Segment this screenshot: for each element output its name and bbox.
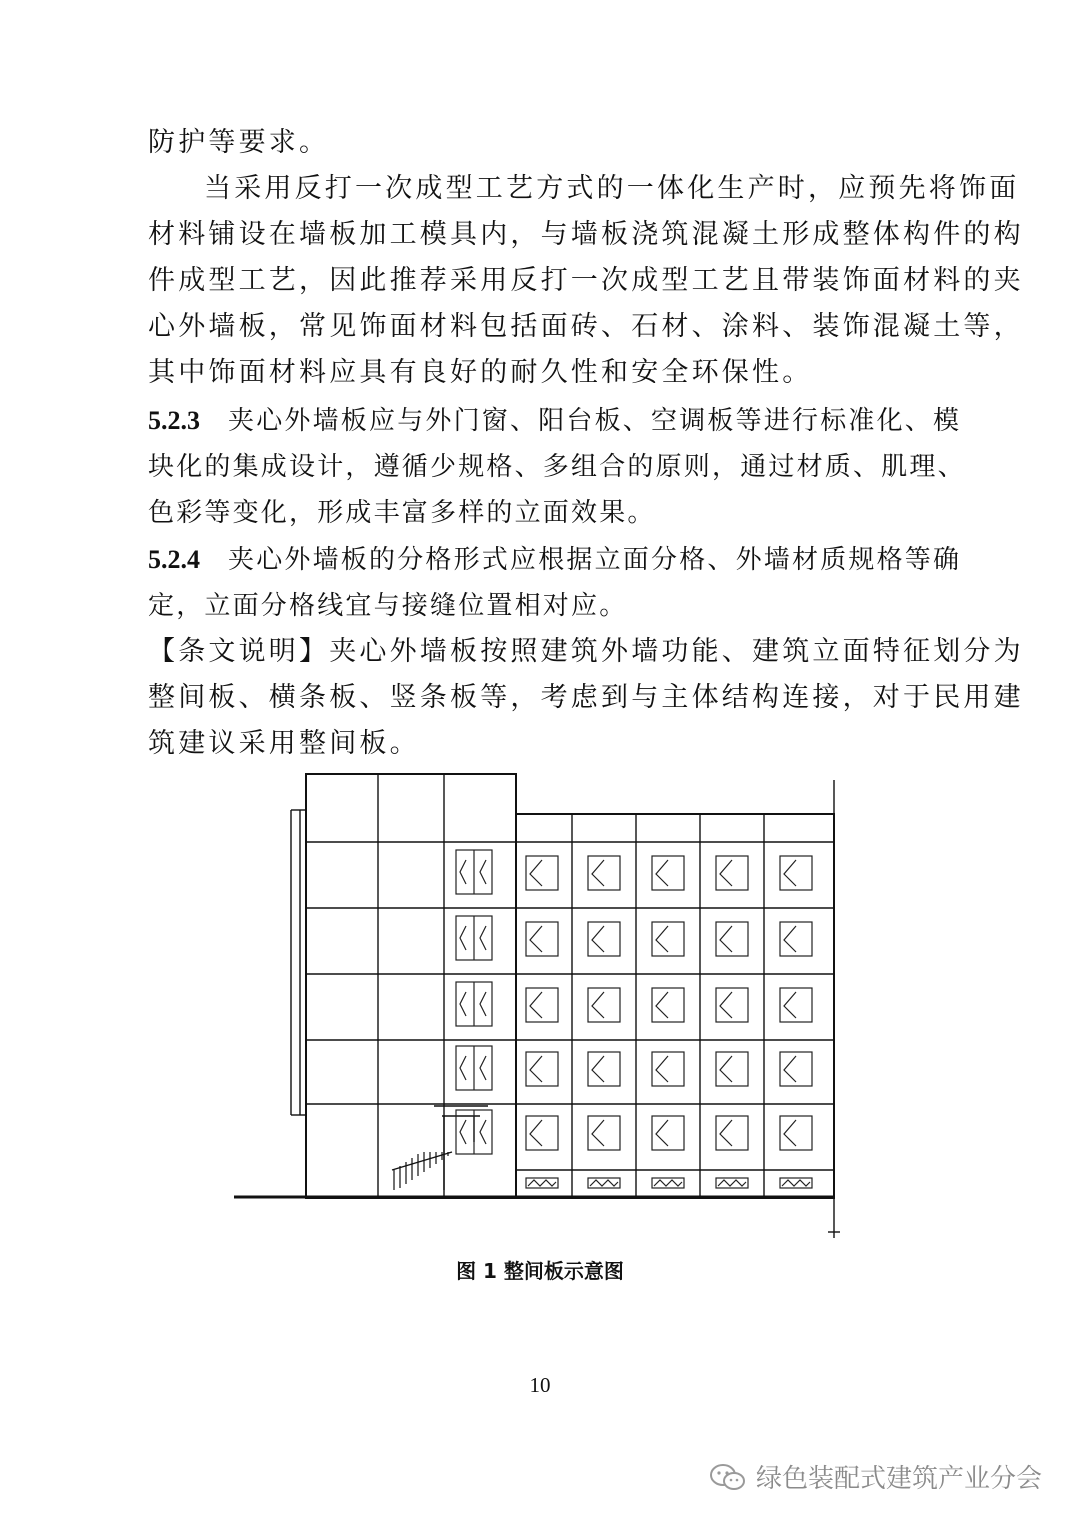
window-mark (480, 1056, 486, 1080)
clause-5-2-3-line (148, 398, 962, 444)
paragraph-line: 件成型工艺，因此推荐采用反打一次成型工艺且带装饰面材料的夹 (148, 265, 1024, 296)
paragraph-line: 材料铺设在墙板加工模具内，与墙板浇筑混凝土形成整体构件的构 (148, 219, 1024, 250)
clause-text: 夹心外墙板应与外门窗、阳台板、空调板等进行标准化、模 (228, 406, 962, 436)
paragraph-line: 其中饰面材料应具有良好的耐久性和安全环保性。 (148, 357, 813, 388)
window-mark (592, 926, 604, 952)
window-mark (592, 860, 604, 886)
window-mark (656, 860, 668, 886)
building-elevation-drawing (230, 770, 850, 1240)
window-mark (720, 926, 732, 952)
watermark-text: 绿色装配式建筑产业分会 (755, 1464, 1042, 1494)
clause-line: 块化的集成设计，遵循少规格、多组合的原则，通过材质、肌理、 (148, 452, 966, 482)
window-mark (592, 1056, 604, 1082)
window-mark (460, 860, 466, 884)
window-mark (720, 992, 732, 1018)
page-number: 10 (529, 1373, 551, 1397)
window-mark (782, 1180, 810, 1186)
window-mark (590, 1180, 618, 1186)
window-mark (480, 926, 486, 950)
window-mark (784, 860, 796, 886)
window-mark (530, 992, 542, 1018)
window-mark (530, 926, 542, 952)
watermark (708, 1458, 1042, 1495)
window-mark (480, 1120, 486, 1144)
clause-number: 5.2.3 (148, 406, 200, 435)
window-mark (720, 1120, 732, 1146)
window-mark (530, 1056, 542, 1082)
window-mark (460, 1056, 466, 1080)
window-mark (656, 992, 668, 1018)
window-mark (530, 1120, 542, 1146)
window-mark (720, 860, 732, 886)
wechat-icon (708, 1462, 748, 1492)
window-mark (592, 1120, 604, 1146)
window-mark (784, 926, 796, 952)
window-mark (530, 860, 542, 886)
windows (456, 850, 812, 1188)
window-mark (784, 1056, 796, 1082)
window-mark (718, 1180, 746, 1186)
window-mark (656, 1120, 668, 1146)
clause-text: 夹心外墙板的分格形式应根据立面分格、外墙材质规格等确 (228, 545, 962, 575)
window-mark (480, 860, 486, 884)
left-block-outline (306, 774, 516, 1198)
explanation-line: 【条文说明】夹心外墙板按照建筑外墙功能、建筑立面特征划分为 (148, 636, 1024, 667)
window-mark (592, 992, 604, 1018)
window-mark (460, 926, 466, 950)
clause-line: 定，立面分格线宜与接缝位置相对应。 (148, 591, 628, 621)
window-mark (528, 1180, 556, 1186)
window-mark (784, 1120, 796, 1146)
explanation-line: 筑建议采用整间板。 (148, 728, 420, 759)
window-mark (654, 1180, 682, 1186)
clause-line: 色彩等变化，形成丰富多样的立面效果。 (148, 498, 656, 528)
figure-caption: 图 1 整间板示意图 (456, 1259, 624, 1283)
window-mark (480, 992, 486, 1016)
window-mark (784, 992, 796, 1018)
explanation-line: 整间板、横条板、竖条板等，考虑到与主体结构连接，对于民用建 (148, 682, 1024, 713)
elevation-lines (234, 774, 840, 1238)
clause-5-2-4-line (148, 537, 962, 583)
window-mark (720, 1056, 732, 1082)
window-mark (460, 1120, 466, 1144)
window-mark (656, 1056, 668, 1082)
clause-number: 5.2.4 (148, 545, 200, 574)
paragraph-line: 心外墙板，常见饰面材料包括面砖、石材、涂料、装饰混凝土等， (148, 311, 1024, 342)
window-mark (656, 926, 668, 952)
paragraph-line: 当采用反打一次成型工艺方式的一体化生产时，应预先将饰面 (204, 173, 1020, 204)
paragraph-line: 防护等要求。 (148, 127, 330, 158)
window-mark (460, 992, 466, 1016)
